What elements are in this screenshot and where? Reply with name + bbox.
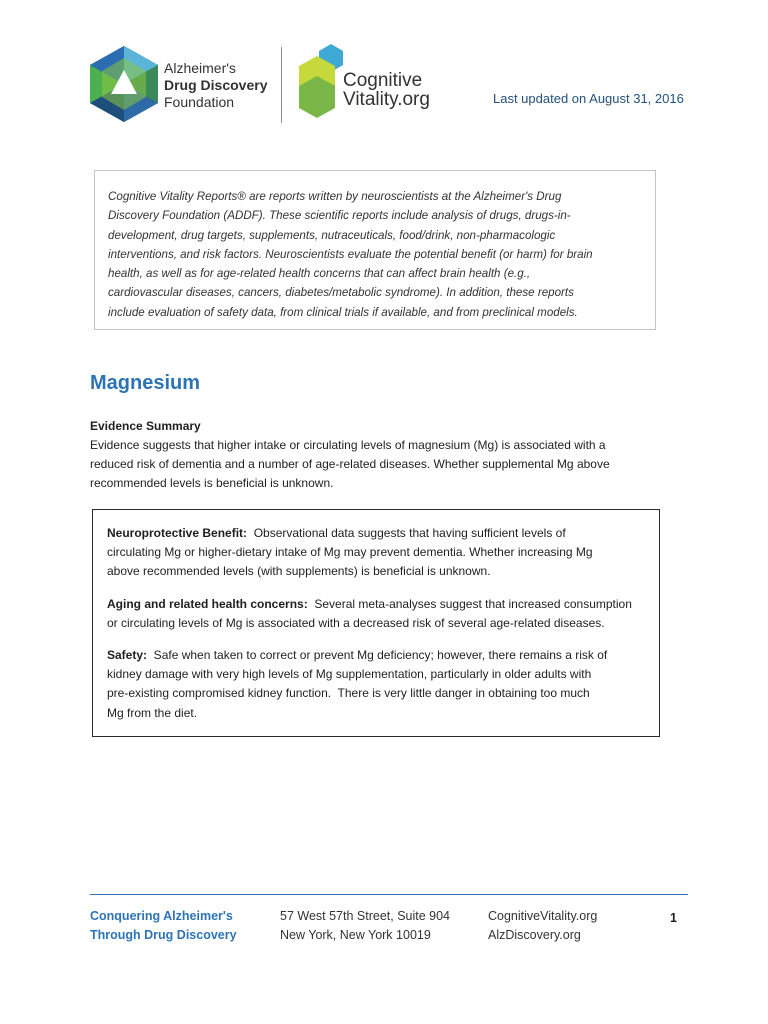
aging-concerns-paragraph: [107, 595, 645, 633]
addf-logo-text: [164, 60, 267, 111]
footer-website-link[interactable]: CognitiveVitality.org: [488, 909, 598, 923]
footer-address-line1: 57 West 57th Street, Suite 904: [280, 909, 451, 923]
footer-address: [280, 907, 450, 945]
neuroprotective-benefit-line: circulating Mg or higher-dietary intake of Mg may prevent dementia. Whether increasing Mg: [107, 545, 593, 560]
intro-line: Cognitive Vitality Reports® are reports written by neuroscientists at the Alzheimer's Drug: [108, 190, 562, 203]
aging-concerns-line: Several meta-analyses suggest that increased consumption: [307, 596, 632, 611]
safety-line: Mg from the diet.: [107, 705, 198, 720]
last-updated-date: Last updated on August 31, 2016: [493, 91, 684, 106]
summary-box: [92, 509, 660, 737]
neuroprotective-benefit-line: Observational data suggests that having sufficient levels of: [247, 526, 566, 540]
addf-logo-icon: [88, 44, 160, 124]
intro-line: interventions, and risk factors. Neuroscientists evaluate the potential benefit (or harm) for brain: [108, 247, 593, 261]
addf-logo-line3: Foundation: [164, 94, 235, 110]
addf-logo-line2: Drug Discovery: [164, 77, 268, 93]
intro-line: cardiovascular diseases, cancers, diabetes/metabolic syndrome). In addition, these reports: [108, 286, 574, 300]
footer-tagline-line2: Through Drug Discovery: [90, 928, 237, 942]
footer-tagline-line1: Conquering Alzheimer's: [90, 909, 233, 923]
page-title: Magnesium: [90, 372, 201, 394]
cognitive-vitality-logo-text: [343, 71, 430, 109]
evidence-summary-heading: Evidence Summary: [90, 419, 201, 433]
safety-line: pre-existing compromised kidney function. There is very little danger in obtaining too much: [107, 686, 590, 701]
intro-line: Discovery Foundation (ADDF). These scientific reports include analysis of drugs, drugs-in-: [108, 209, 571, 223]
cv-logo-line1: Cognitive: [343, 70, 423, 91]
cv-logo-line2: Vitality.org: [343, 89, 430, 110]
footer-divider: [90, 894, 688, 895]
intro-line: health, as well as for age-related health concerns that can affect brain health (e.g.,: [108, 267, 531, 281]
neuroprotective-benefit-label: Neuroprotective Benefit:: [107, 526, 248, 540]
evidence-line: Evidence suggests that higher intake or circulating levels of magnesium (Mg) is associated with a: [90, 438, 606, 452]
safety-line: Safe when taken to correct or prevent Mg deficiency; however, there remains a risk of: [147, 648, 608, 663]
intro-description-box: [94, 170, 656, 330]
footer-address-line2: New York, New York 10019: [280, 928, 431, 942]
safety-paragraph: [107, 646, 645, 723]
header-divider: [281, 47, 282, 123]
evidence-line: reduced risk of dementia and a number of age-related diseases. Whether supplemental Mg above: [90, 457, 610, 472]
neuroprotective-benefit-line: above recommended levels (with supplements) is beneficial is unknown.: [107, 564, 491, 579]
page-number: 1: [670, 911, 677, 925]
footer-website-link[interactable]: AlzDiscovery.org: [488, 928, 581, 942]
neuroprotective-benefit-paragraph: [107, 524, 645, 582]
addf-logo-line1: Alzheimer's: [164, 60, 236, 76]
footer-tagline: [90, 907, 237, 945]
intro-line: development, drug targets, supplements, nutraceuticals, food/drink, non-pharmacologic: [108, 228, 556, 242]
aging-concerns-line: or circulating levels of Mg is associated with a decreased risk of several age-related diseases.: [107, 615, 605, 630]
intro-line: include evaluation of safety data, from clinical trials if available, and from preclinical models.: [108, 305, 578, 319]
evidence-line: recommended levels is beneficial is unknown.: [90, 476, 334, 491]
aging-concerns-label: Aging and related health concerns:: [107, 596, 308, 611]
safety-line: kidney damage with very high levels of Mg supplementation, particularly in older adults with: [107, 667, 592, 682]
safety-label: Safety:: [107, 648, 148, 663]
footer-websites: [488, 907, 597, 945]
evidence-summary-text: [90, 436, 650, 494]
